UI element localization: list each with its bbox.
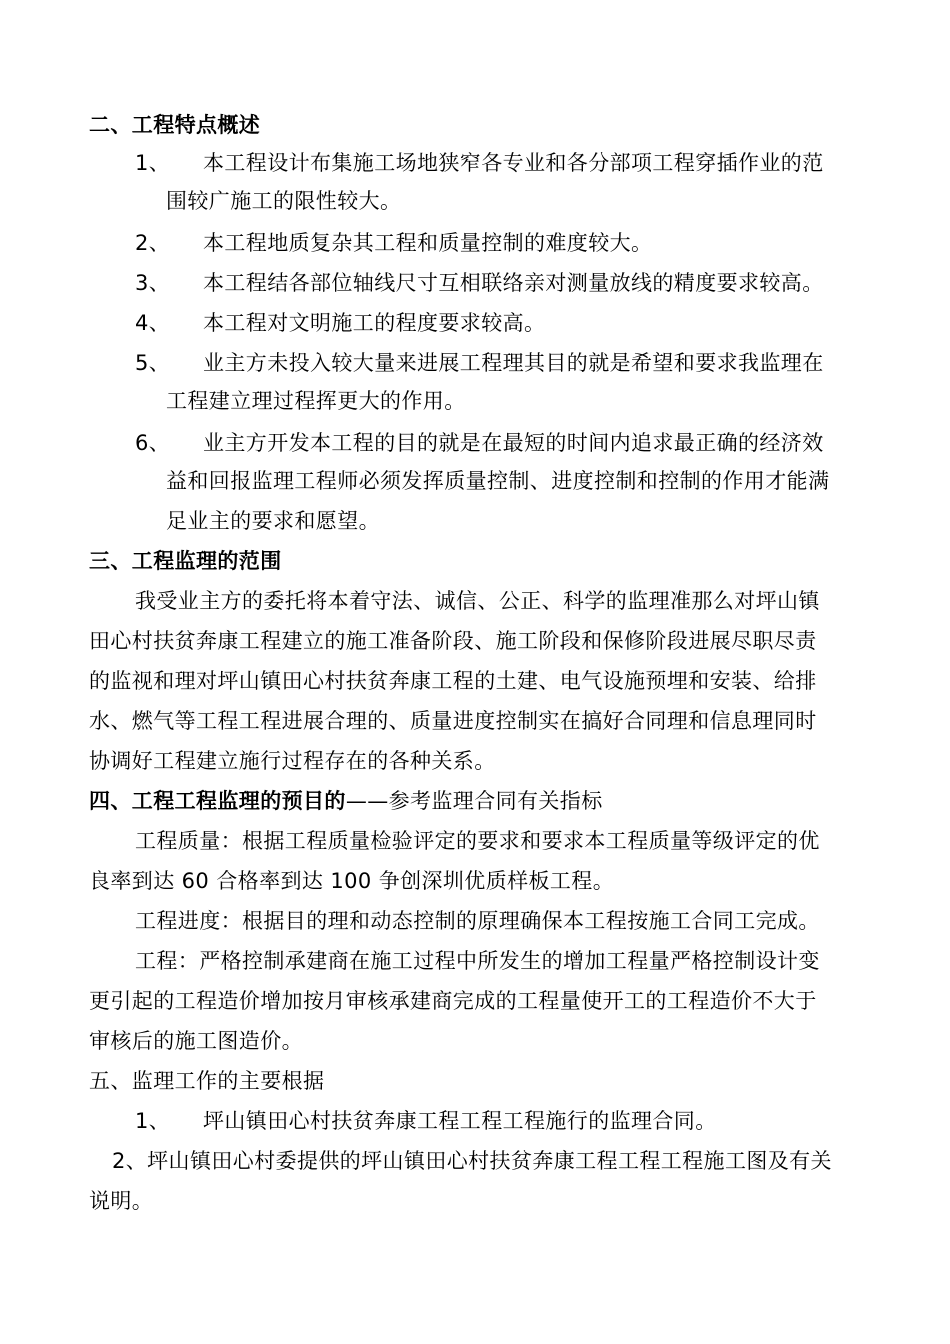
list-item-text: 围较广施工的限性较大。 — [166, 189, 402, 213]
paragraph-line: 更引起的工程造价增加按月审核承建商完成的工程量使开工的工程造价不大于 — [89, 989, 817, 1013]
paragraph-line: 2、坪山镇田心村委提供的坪山镇田心村扶贫奔康工程工程工程施工图及有关 — [112, 1149, 832, 1173]
list-item-text: 本工程对文明施工的程度要求较高。 — [203, 311, 546, 335]
paragraph-line: 协调好工程建立施行过程存在的各种关系。 — [89, 749, 496, 773]
list-item-text: 业主方未投入较大量来进展工程理其目的就是希望和要求我监理在 — [203, 351, 824, 375]
list-item-number: 5、 — [135, 351, 171, 375]
list-item-number: 1、 — [135, 1109, 171, 1133]
section-heading-3: 三、工程监理的范围 — [89, 549, 282, 573]
list-item-text: 坪山镇田心村扶贫奔康工程工程工程施行的监理合同。 — [203, 1109, 717, 1133]
list-item-text: 本工程地质复杂其工程和质量控制的难度较大。 — [203, 231, 653, 255]
section-heading-4-bold: 四、工程工程监理的预目的 — [89, 789, 346, 813]
list-item-text: 足业主的要求和愿望。 — [166, 509, 380, 533]
list-item-text: 工程建立理过程挥更大的作用。 — [166, 389, 466, 413]
list-item-text: 本工程设计布集施工场地狭窄各专业和各分部项工程穿插作业的范 — [203, 151, 824, 175]
list-item-number: 1、 — [135, 151, 171, 175]
paragraph-line: 工程进度：根据目的理和动态控制的原理确保本工程按施工合同工完成。 — [135, 909, 820, 933]
list-item-number: 3、 — [135, 271, 171, 295]
paragraph-line: 工程质量：根据工程质量检验评定的要求和要求本工程质量等级评定的优 — [135, 829, 820, 853]
paragraph-line: 说明。 — [89, 1189, 154, 1213]
list-item-number: 6、 — [135, 431, 171, 455]
list-item-text: 本工程结各部位轴线尺寸互相联络亲对测量放线的精度要求较高。 — [203, 271, 824, 295]
paragraph-line: 的监视和理对坪山镇田心村扶贫奔康工程的土建、电气设施预埋和安装、给排 — [89, 669, 817, 693]
paragraph-line: 我受业主方的委托将本着守法、诚信、公正、科学的监理准那么对坪山镇 — [135, 589, 820, 613]
paragraph-line: 工程：严格控制承建商在施工过程中所发生的增加工程量严格控制设计变 — [135, 949, 820, 973]
section-heading-4 — [89, 786, 603, 816]
section-heading-2: 二、工程特点概述 — [89, 113, 261, 137]
paragraph-line: 审核后的施工图造价。 — [89, 1029, 303, 1053]
paragraph-line: 良率到达 60 合格率到达 100 争创深圳优质样板工程。 — [89, 869, 615, 893]
paragraph-line: 田心村扶贫奔康工程建立的施工准备阶段、施工阶段和保修阶段进展尽职尽责 — [89, 629, 817, 653]
list-item-text: 业主方开发本工程的目的就是在最短的时间内追求最正确的经济效 — [203, 431, 824, 455]
section-heading-5: 五、监理工作的主要根据 — [89, 1069, 325, 1093]
list-item-text: 益和回报监理工程师必须发挥质量控制、进度控制和控制的作用才能满 — [166, 469, 830, 493]
list-item-number: 2、 — [135, 231, 171, 255]
list-item-number: 4、 — [135, 311, 171, 335]
section-heading-4-suffix: ——参考监理合同有关指标 — [345, 789, 603, 813]
paragraph-line: 水、燃气等工程工程进展合理的、质量进度控制实在搞好合同理和信息理同时 — [89, 709, 817, 733]
